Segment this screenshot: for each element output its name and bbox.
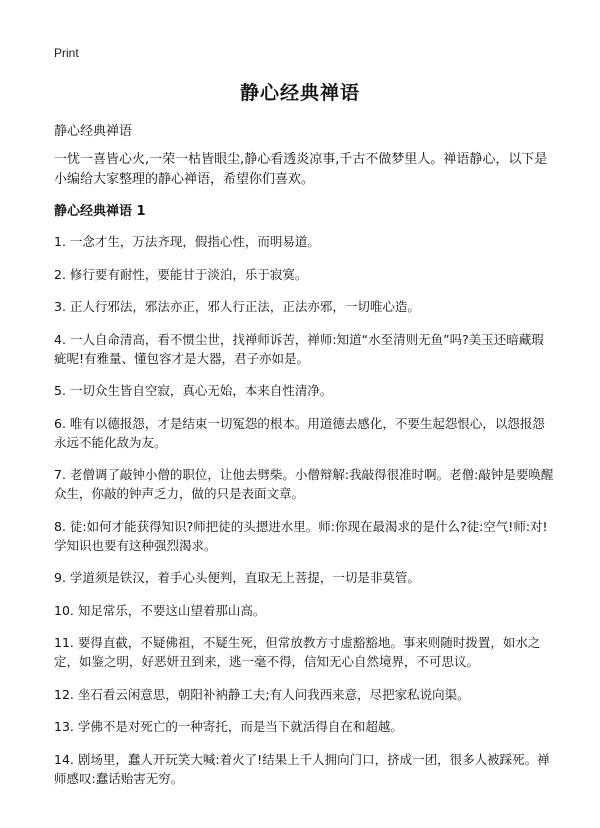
list-item: 7. 老僧调了敲钟小僧的职位，让他去劈柴。小僧辩解:我敲得很准时啊。老僧:敲钟是要唤醒众生，你敲的钟声乏力，做的只是表面文章。 — [54, 467, 554, 501]
list-item: 14. 剧场里，蠢人开玩笑大喊:着火了!结果上千人拥向门口，挤成一团，很多人被踩死。禅师感叹:蠢话贻害无穷。 — [54, 751, 550, 786]
list-item: 8. 徒:如何才能获得知识?师把徒的头摁进水里。师:你现在最渴求的是什么?徒:空气!师:对!学知识也要有这种强烈渴求。 — [54, 518, 548, 553]
quote-list — [54, 232, 554, 801]
list-item: 3. 正人行邪法，邪法亦正，邪人行正法，正法亦邪，一切唯心造。 — [54, 299, 420, 314]
list-item: 6. 唯有以德报怨，才是结束一切冤怨的根本。用道德去感化，不要生起怨恨心，以怨报怨永远不能化敌为友。 — [54, 415, 545, 450]
list-item: 13. 学佛不是对死亡的一种寄托，而是当下就活得自在和超越。 — [54, 719, 403, 734]
document-subtitle: 静心经典禅语 — [54, 124, 133, 139]
list-item: 4. 一人自命清高，看不惯尘世，找禅师诉苦，禅师:知道“水至清则无鱼”吗?美玉还暗藏瑕疵呢!有雅量、懂包容才是大器，君子亦如是。 — [54, 331, 544, 366]
print-label: Print — [54, 46, 79, 60]
list-item: 10. 知足常乐，不要这山望着那山高。 — [54, 602, 266, 618]
list-item: 2. 修行要有耐性，要能甘于淡泊，乐于寂寞。 — [54, 266, 308, 282]
section-heading: 静心经典禅语 1 — [54, 204, 146, 219]
intro-paragraph: 一忧一喜皆心火,一荣一枯皆眼尘,静心看透炎凉事,千古不做梦里人。禅语静心，以下是小编给大家整理的静心禅语，希望你们喜欢。 — [54, 152, 548, 187]
list-item: 1. 一念才生，万法齐现，假指心性，而明易道。 — [54, 234, 320, 249]
list-item: 12. 坐石看云闲意思，朝阳补衲静工夫;有人问我西来意，尽把家私说向渠。 — [54, 686, 470, 702]
list-item: 9. 学道须是铁汉，着手心头便判，直取无上菩提，一切是非莫管。 — [54, 570, 420, 585]
list-item: 5. 一切众生皆自空寂，真心无始，本来自性清净。 — [54, 383, 333, 398]
list-item: 11. 要得直截，不疑佛祖，不疑生死，但常放教方寸虚豁豁地。事来则随时拨置，如水之定，如鉴之明，好恶妍丑到来，逃一毫不得，信知无心自然境界，不可思议。 — [54, 635, 541, 669]
page-title: 静心经典禅语 — [239, 82, 360, 104]
